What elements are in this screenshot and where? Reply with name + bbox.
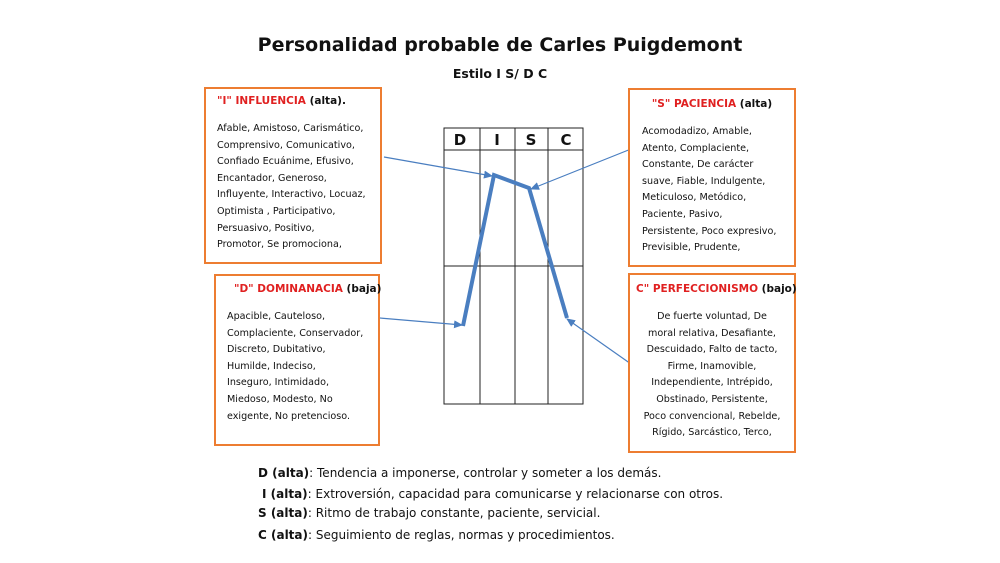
definition-text: : Tendencia a imponerse, controlar y someter a los demás.: [309, 466, 662, 480]
influencia-label: "I" INFLUENCIA: [217, 95, 306, 107]
trait-line: Inseguro, Intimidado,: [227, 377, 330, 389]
trait-line: Influyente, Interactivo, Locuaz,: [217, 189, 366, 201]
disc-header-c: C: [560, 131, 572, 149]
perfeccionismo-box: [628, 273, 796, 453]
definition-text: : Extroversión, capacidad para comunicarse y relacionarse con otros.: [307, 487, 724, 501]
perfeccionismo-level: (bajo): [758, 283, 797, 295]
arrow-perfeccionismo: [567, 319, 631, 364]
trait-line: exigente, No pretencioso.: [227, 410, 351, 422]
definition-text: : Seguimiento de reglas, normas y procedimientos.: [308, 528, 615, 542]
definition-key: C (alta): [258, 528, 308, 542]
trait-line: Rígido, Sarcástico, Terco,: [652, 427, 772, 439]
trait-line: Constante, De carácter: [642, 159, 754, 171]
trait-line: Obstinado, Persistente,: [656, 393, 768, 405]
trait-line: Optimista , Participativo,: [217, 205, 336, 217]
trait-line: Acomodadizo, Amable,: [642, 126, 752, 137]
disc-header-s: S: [525, 131, 537, 149]
arrow-dominancia: [380, 318, 462, 325]
paciencia-level: (alta): [736, 98, 773, 110]
trait-line: Discreto, Dubitativo,: [227, 344, 326, 356]
trait-line: Meticuloso, Metódico,: [642, 192, 747, 204]
influencia-heading: [217, 95, 380, 107]
trait-line: Humilde, Indeciso,: [227, 360, 316, 372]
definition-i: [262, 487, 723, 501]
paciencia-heading: [630, 98, 794, 110]
dominancia-heading: [234, 283, 382, 295]
definition-key: D (alta): [258, 466, 310, 480]
trait-line: Promotor, Se promociona,: [217, 239, 342, 251]
trait-line: Afable, Amistoso, Carismático,: [217, 123, 364, 134]
trait-line: Complaciente, Conservador,: [227, 327, 364, 339]
trait-line: suave, Fiable, Indulgente,: [642, 175, 766, 187]
definition-key: S (alta): [258, 506, 308, 520]
trait-line: Miedoso, Modesto, No: [227, 393, 333, 405]
paciencia-traits: [642, 124, 794, 257]
disc-header-d: D: [453, 131, 467, 149]
definition-s: [258, 506, 600, 520]
trait-line: Independiente, Intrépido,: [651, 377, 773, 389]
trait-line: Persistente, Poco expresivo,: [642, 225, 777, 237]
influencia-level: (alta).: [305, 95, 346, 107]
definition-c: [258, 528, 615, 542]
trait-line: Atento, Complaciente,: [642, 142, 750, 154]
trait-line: Apacible, Cauteloso,: [227, 311, 326, 322]
trait-line: Comprensivo, Comunicativo,: [217, 139, 355, 151]
trait-line: De fuerte voluntad, De: [657, 311, 767, 322]
dominancia-label: "D" DOMINANACIA: [234, 283, 343, 295]
influencia-box: [204, 87, 382, 264]
trait-line: Encantador, Generoso,: [217, 172, 327, 184]
trait-line: Paciente, Pasivo,: [642, 208, 723, 220]
page-subtitle: Estilo I S/ D C: [452, 66, 548, 81]
arrow-paciencia: [531, 149, 631, 189]
trait-line: moral relativa, Desafiante,: [648, 327, 776, 339]
paciencia-label: "S" PACIENCIA: [651, 98, 737, 110]
definition-text: : Ritmo de trabajo constante, paciente, servicial.: [307, 506, 601, 520]
arrow-influencia: [384, 157, 492, 176]
trait-line: Poco convencional, Rebelde,: [643, 410, 781, 422]
dominancia-traits: [227, 309, 378, 425]
perfeccionismo-label: C" PERFECCIONISMO: [636, 283, 759, 295]
definition-key: I (alta): [262, 487, 308, 501]
definition-d: [258, 466, 661, 480]
perfeccionismo-traits: [636, 309, 788, 442]
trait-line: Firme, Inamovible,: [667, 360, 757, 372]
dominancia-box: [214, 274, 380, 446]
dominancia-level: (baja): [342, 283, 382, 295]
page-title: Personalidad probable de Carles Puigdemont: [257, 34, 743, 56]
trait-line: Confiado Ecuánime, Efusivo,: [217, 156, 354, 168]
perfeccionismo-heading: [636, 283, 797, 295]
trait-line: Descuidado, Falto de tacto,: [646, 344, 778, 356]
disc-header-i: I: [494, 131, 500, 149]
influencia-traits: [217, 121, 380, 254]
trait-line: Previsible, Prudente,: [642, 242, 741, 254]
paciencia-box: [628, 88, 796, 267]
trait-line: Persuasivo, Positivo,: [217, 222, 315, 234]
